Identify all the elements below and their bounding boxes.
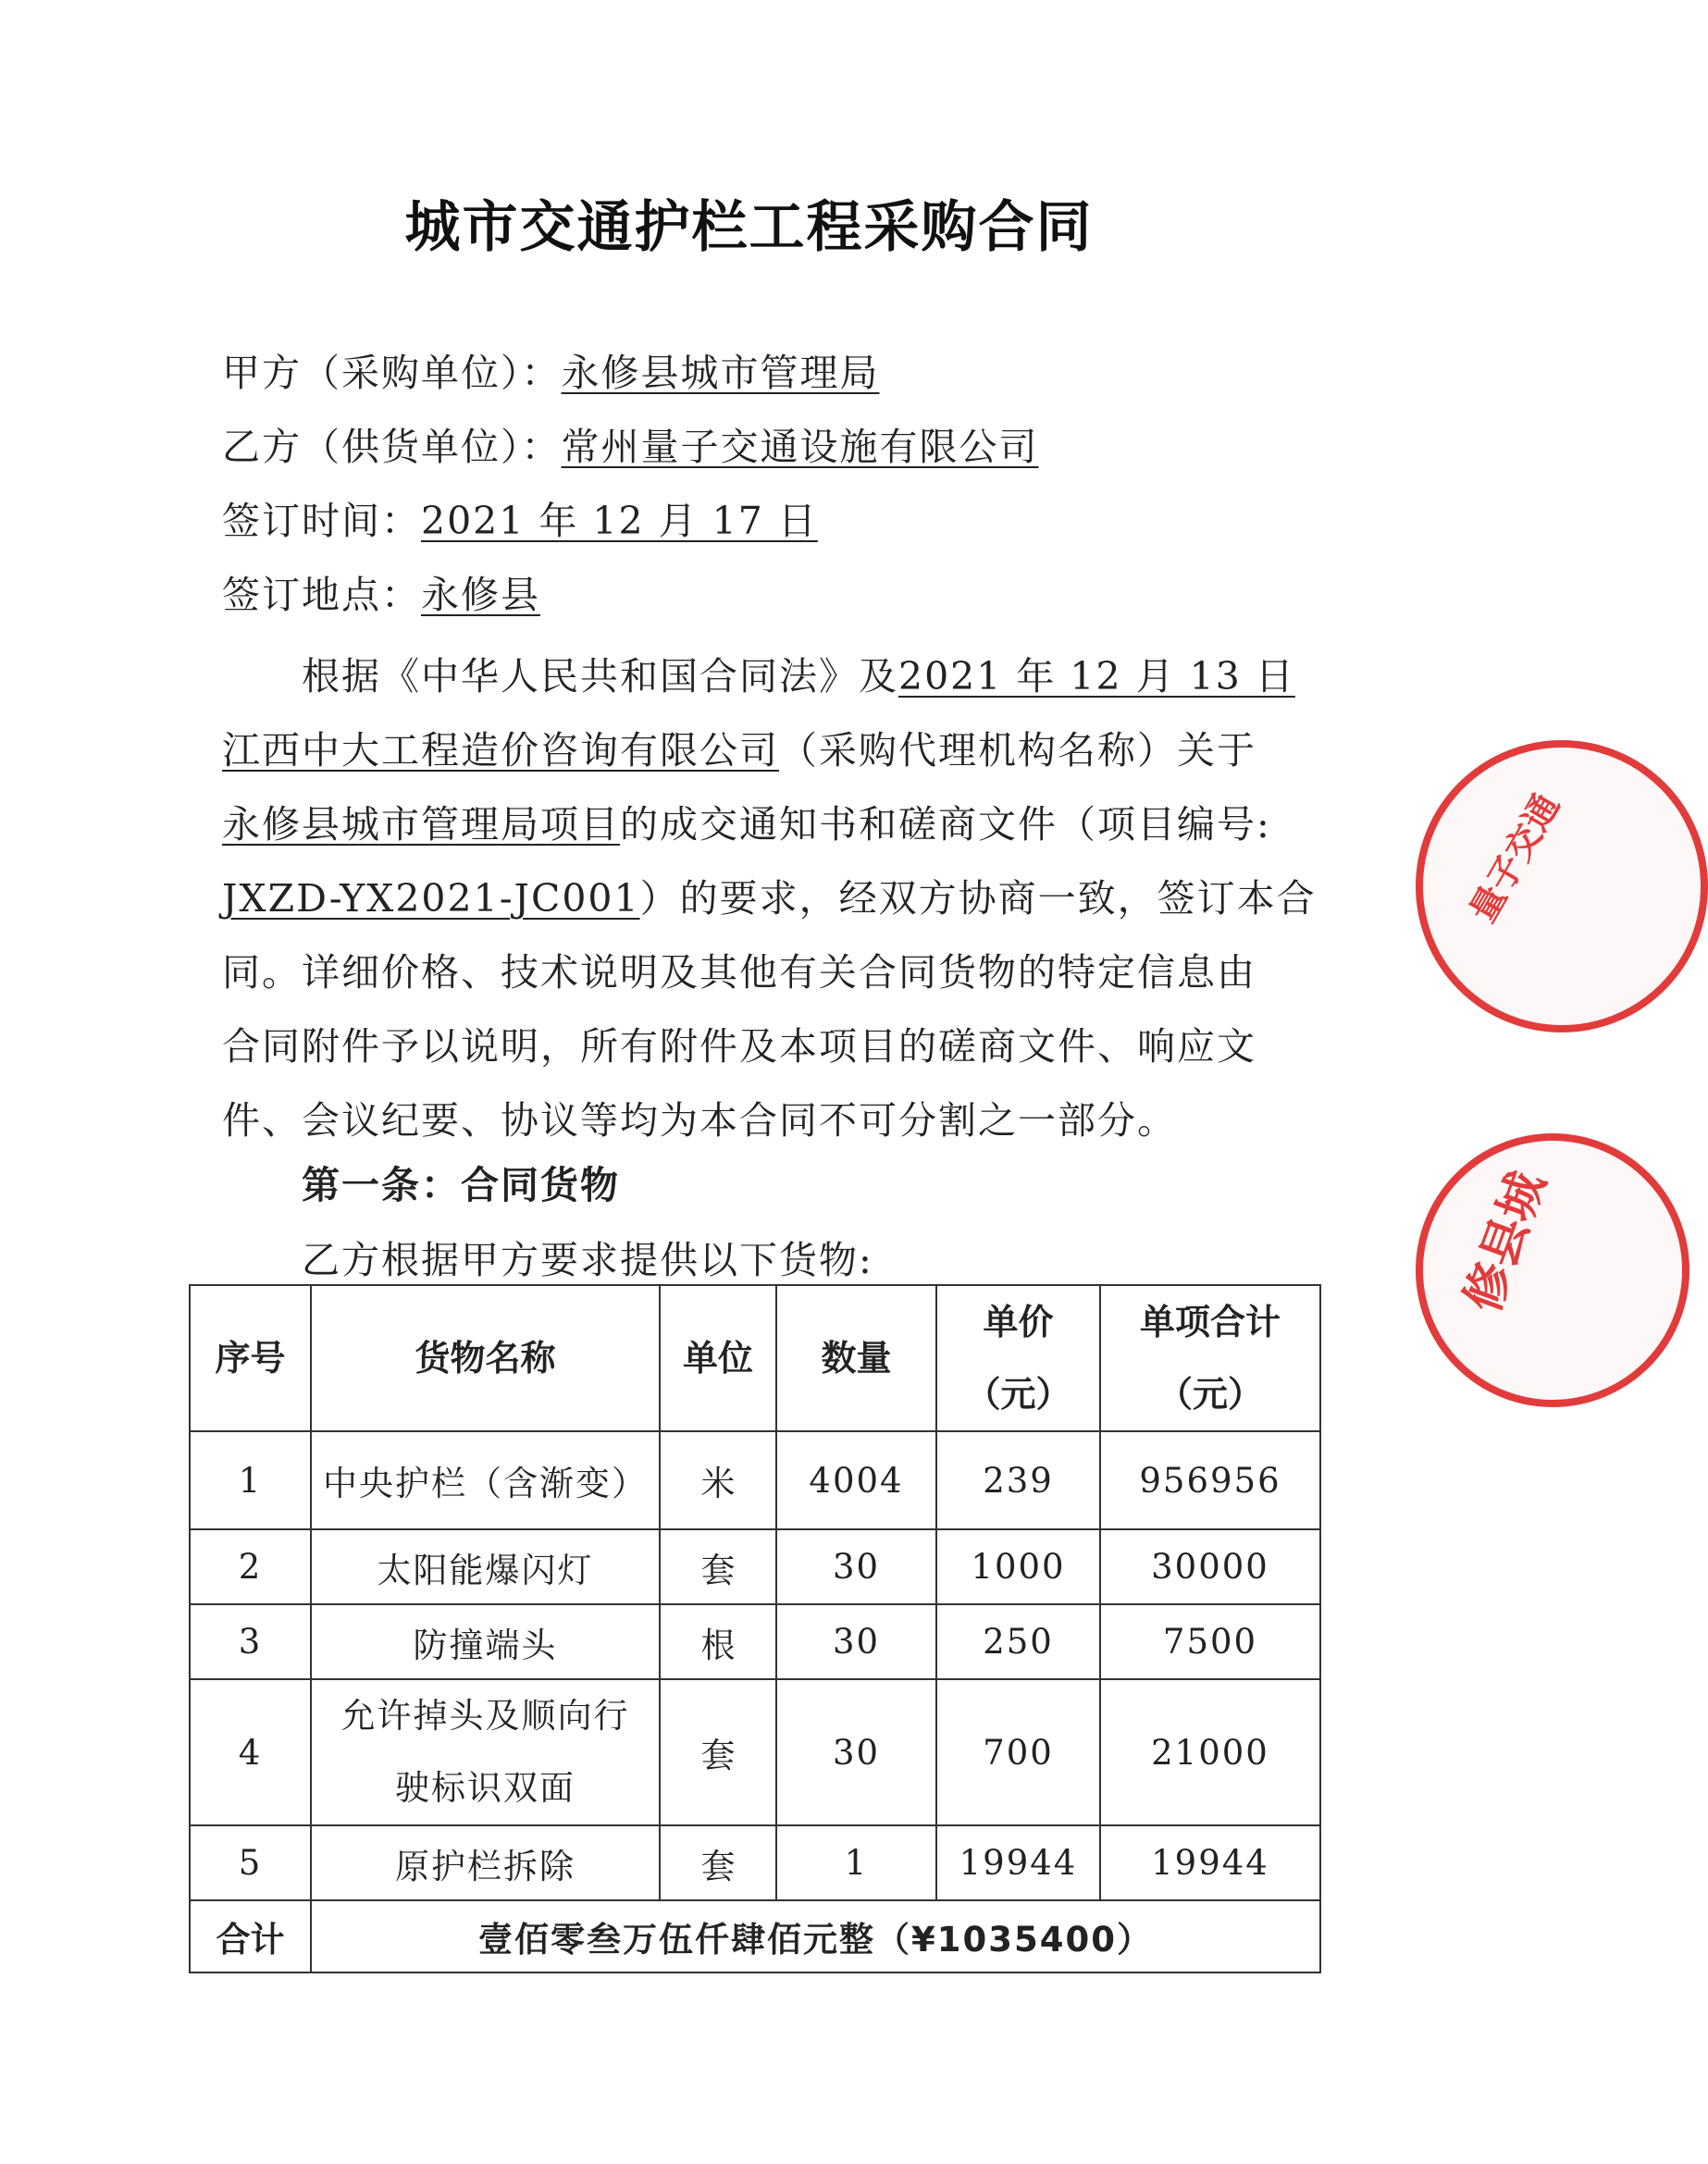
total-amount: 壹佰零叁万伍仟肆佰元整（¥1035400） [311, 1900, 1320, 1972]
body-line-4: JXZD-YX2021-JC001）的要求，经双方协商一致，签订本合 [222, 876, 1317, 921]
goods-intro: 乙方根据甲方要求提供以下货物: [302, 1238, 873, 1282]
goods-table [189, 1284, 1321, 1973]
header-unit: 单位 [660, 1285, 776, 1431]
table-row: 1 中央护栏（含渐变） 米 4004 239 956956 [190, 1431, 1320, 1529]
project-name: 永修县城市管理局项目 [222, 802, 620, 847]
company-seal: 量子交通 [1416, 740, 1708, 1033]
body-line-3: 永修县城市管理局项目的成交通知书和磋商文件（项目编号: [222, 802, 1271, 847]
sign-place-line [222, 572, 540, 618]
document-title: 城市交通护栏工程采购合同 [404, 195, 1094, 260]
header-qty: 数量 [776, 1285, 936, 1431]
sign-place-value: 永修县 [421, 573, 540, 617]
party-b-label: 乙方（供货单位）： [222, 425, 562, 469]
table-row: 2 太阳能爆闪灯 套 30 1000 30000 [190, 1529, 1320, 1604]
header-name: 货物名称 [311, 1285, 660, 1431]
article-1-heading: 第一条：合同货物 [302, 1163, 620, 1207]
party-a-value: 永修县城市管理局 [561, 351, 880, 395]
header-total: 单项合计 （元） [1100, 1285, 1320, 1431]
body-line-7: 件、会议纪要、协议等均为本合同不可分割之一部分。 [222, 1098, 1177, 1143]
party-b-value: 常州量子交通设施有限公司 [561, 425, 1039, 469]
sign-time-value: 2021 年 12 月 17 日 [421, 499, 818, 543]
body-line-2: 江西中大工程造价咨询有限公司（采购代理机构名称）关于 [222, 728, 1256, 773]
body-line-1: 根据《中华人民共和国合同法》及2021 年 12 月 13 日 [302, 654, 1295, 699]
table-total-row [190, 1900, 1320, 1972]
table-header-row [190, 1285, 1320, 1431]
sign-time-label: 签订时间： [222, 499, 421, 543]
table-row: 4 允许掉头及顺向行 驶标识双面 套 30 700 21000 [190, 1679, 1320, 1825]
sign-place-label: 签订地点： [222, 573, 421, 617]
party-a-label: 甲方（采购单位）： [222, 351, 562, 395]
header-seq: 序号 [190, 1285, 311, 1431]
body-line-6: 合同附件予以说明，所有附件及本项目的磋商文件、响应文 [222, 1024, 1256, 1069]
total-label: 合计 [190, 1900, 311, 1972]
agency-name: 江西中大工程造价咨询有限公司 [222, 728, 779, 773]
table-row: 5 原护栏拆除 套 1 19944 19944 [190, 1825, 1320, 1900]
party-b-line [222, 424, 1039, 470]
project-number: JXZD-YX2021-JC001 [222, 876, 640, 921]
reference-date: 2021 年 12 月 13 日 [898, 654, 1295, 699]
header-price: 单价 （元） [936, 1285, 1100, 1431]
authority-seal: 修县城 [1416, 1133, 1689, 1407]
party-a-line [222, 350, 880, 396]
sign-time-line [222, 498, 818, 544]
table-row: 3 防撞端头 根 30 250 7500 [190, 1604, 1320, 1679]
body-line-5: 同。详细价格、技术说明及其他有关合同货物的特定信息由 [222, 950, 1256, 995]
